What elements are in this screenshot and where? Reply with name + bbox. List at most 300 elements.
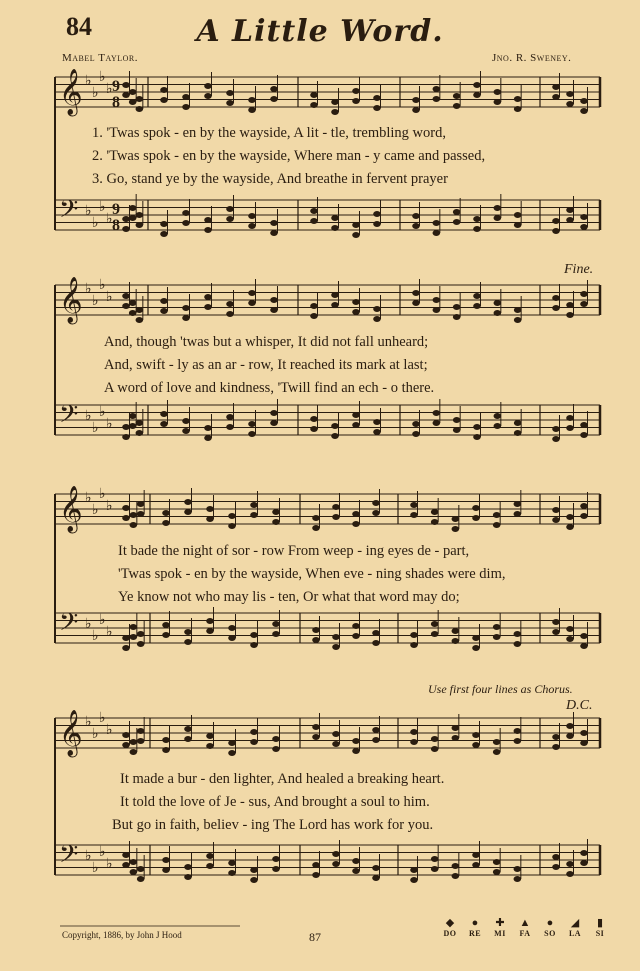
note-head [433,420,441,426]
flat-icon: ♭ [106,856,113,872]
note-head [372,727,380,733]
lyric-line: 3. Go, stand ye by the wayside, And breathe in fervent prayer [92,171,448,187]
flat-icon: ♭ [99,404,106,420]
note-head [136,212,144,218]
note-head [160,231,168,237]
note-head [226,206,234,212]
bass-clef-icon: 𝄢 [59,400,79,435]
note-head [122,852,130,858]
note-head [137,738,145,744]
note-head [352,738,360,744]
solfege-syllable: MI [494,929,506,938]
note-head [514,307,522,313]
note-head [226,216,234,222]
note-head [410,502,418,508]
note-head [493,522,501,528]
note-head [514,212,522,218]
note-head [433,96,441,102]
note-head [566,524,574,530]
note-head [514,738,522,744]
note-head [160,421,168,427]
flat-icon: ♭ [85,714,92,730]
note-head [514,866,522,872]
note-head [204,217,212,223]
solfege-item [513,918,537,938]
note-head [331,225,339,231]
flat-icon: ♭ [106,289,113,305]
note-head [310,303,318,309]
note-head [566,425,574,431]
note-head [473,82,481,88]
note-head [580,643,588,649]
note-head [270,420,278,426]
time-signature-denominator: 8 [112,217,120,234]
note-head [412,107,420,113]
note-head [137,501,145,507]
note-head [248,290,256,296]
note-head [204,435,212,441]
note-head [352,521,360,527]
note-head [472,645,480,651]
note-head [129,310,137,316]
note-head [452,863,460,869]
note-head [580,503,588,509]
note-head [332,861,340,867]
note-head [182,104,190,110]
note-head [580,108,588,114]
note-head [136,96,144,102]
note-head [580,633,588,639]
note-head [248,431,256,437]
flat-icon: ♭ [92,860,99,876]
note-head [130,869,138,875]
note-head [352,422,360,428]
note-head [473,216,481,222]
note-head [372,510,380,516]
note-head [122,645,130,651]
note-head [431,621,439,627]
note-head [228,740,236,746]
shape-note-icon: ● [471,917,479,929]
note-head [472,742,480,748]
note-head [136,222,144,228]
note-head [136,307,144,313]
note-head [272,736,280,742]
note-head [162,622,170,628]
flat-icon: ♭ [99,844,106,860]
note-head [352,412,360,418]
note-head [122,216,130,222]
flat-icon: ♭ [92,726,99,742]
treble-clef-icon: 𝄞 [59,69,83,115]
lyric-line: 2. 'Twas spok - en by the wayside, Where man - y came and passed, [92,148,486,164]
note-head [270,297,278,303]
flat-icon: ♭ [106,624,113,640]
shape-note-icon: ▲ [519,917,531,929]
solfege-item [563,918,587,938]
note-head [332,644,340,650]
note-head [373,105,381,111]
note-head [473,92,481,98]
copyright-notice: Copyright, 1886, by John J Hood [62,930,182,940]
note-head [431,736,439,742]
lyric-line: 'Twas spok - en by the wayside, When eve - ning shades were dim, [118,566,506,582]
note-head [312,734,320,740]
note-head [514,728,522,734]
note-head [431,509,439,515]
note-head [514,876,522,882]
note-head [566,302,574,308]
note-head [453,93,461,99]
lyric-line: 1. 'Twas spok - en by the wayside, A lit - tle, trembling word, [92,125,446,141]
note-head [182,94,190,100]
note-head [130,739,138,745]
note-head [137,641,145,647]
note-head [137,511,145,517]
note-head [410,729,418,735]
solfege-syllable: RE [468,929,482,938]
note-head [514,511,522,517]
note-head [514,430,522,436]
note-head [580,224,588,230]
note-head [552,295,560,301]
note-head [331,292,339,298]
note-head [410,739,418,745]
note-head [272,519,280,525]
note-head [122,515,130,521]
note-head [137,631,145,637]
note-head [331,99,339,105]
fine-mark: Fine. [564,262,594,277]
note-head [472,515,480,521]
note-head [580,730,588,736]
note-head [580,291,588,297]
note-head [270,86,278,92]
note-head [433,220,441,226]
note-head [331,433,339,439]
note-head [162,510,170,516]
dc-mark: D.C. [566,698,593,713]
note-head [493,869,501,875]
note-head [412,213,420,219]
note-head [412,290,420,296]
flat-icon: ♭ [106,81,113,97]
note-head [130,512,138,518]
note-head [228,625,236,631]
note-head [226,100,234,106]
note-head [514,106,522,112]
note-head [312,724,320,730]
note-head [373,306,381,312]
note-head [248,97,256,103]
flat-icon: ♭ [99,277,106,293]
note-head [312,872,320,878]
note-head [410,867,418,873]
note-head [226,311,234,317]
note-head [373,419,381,425]
note-head [580,432,588,438]
flat-icon: ♭ [106,498,113,514]
note-head [452,628,460,634]
note-head [270,220,278,226]
lyric-line: It made a bur - den lighter, And healed a breaking heart. [120,771,445,787]
note-head [122,732,130,738]
note-head [494,205,502,211]
note-head [184,629,192,635]
solfege-syllable: SO [544,929,556,938]
note-head [162,737,170,743]
note-head [566,312,574,318]
shape-note-icon: ◆ [445,917,455,929]
note-head [122,505,130,511]
flat-icon: ♭ [106,722,113,738]
note-head [412,223,420,229]
note-head [431,631,439,637]
lyric-line: It told the love of Je - sus, And brought a soul to him. [120,794,430,810]
note-head [250,512,258,518]
note-head [580,301,588,307]
note-head [493,859,501,865]
flat-icon: ♭ [99,486,106,502]
note-head [228,513,236,519]
note-head [130,634,138,640]
treble-clef-icon: 𝄞 [59,486,83,532]
note-head [473,226,481,232]
note-head [410,632,418,638]
note-head [352,623,360,629]
note-head [580,850,588,856]
flat-icon: ♭ [99,612,106,628]
time-signature-denominator: 8 [112,94,120,111]
flat-icon: ♭ [85,281,92,297]
note-head [272,631,280,637]
note-head [272,509,280,515]
note-head [182,418,190,424]
note-head [552,864,560,870]
note-head [452,735,460,741]
note-head [452,873,460,879]
note-head [452,526,460,532]
note-head [184,639,192,645]
flat-icon: ♭ [92,502,99,518]
note-head [514,317,522,323]
treble-clef-icon: 𝄞 [59,277,83,323]
note-head [473,303,481,309]
note-head [137,876,145,882]
note-head [566,636,574,642]
note-head [373,221,381,227]
note-head [250,642,258,648]
note-head [352,309,360,315]
note-head [204,227,212,233]
lyric-line: Ye know not who may lis - ten, Or what that word may do; [118,589,460,605]
note-head [410,877,418,883]
note-head [453,219,461,225]
note-head [552,218,560,224]
note-head [552,734,560,740]
note-head [206,863,214,869]
note-head [433,410,441,416]
note-head [453,314,461,320]
note-head [410,642,418,648]
footer-page-number: 87 [309,930,321,944]
note-head [182,428,190,434]
bass-clef-icon: 𝄢 [59,195,79,230]
note-head [184,726,192,732]
note-head [514,222,522,228]
flat-icon: ♭ [85,73,92,89]
note-head [184,499,192,505]
note-head [552,619,560,625]
note-head [494,215,502,221]
note-head [272,621,280,627]
time-signature-numerator: 9 [112,201,120,218]
note-head [332,634,340,640]
note-head [412,300,420,306]
note-head [453,417,461,423]
note-head [312,862,320,868]
note-head [206,628,214,634]
note-head [493,739,501,745]
note-head [122,635,130,641]
note-head [206,853,214,859]
note-head [352,511,360,517]
flat-icon: ♭ [106,211,113,227]
note-head [372,865,380,871]
note-head [122,82,130,88]
note-head [332,514,340,520]
solfege-syllable: LA [568,929,582,938]
note-head [162,867,170,873]
note-head [228,870,236,876]
note-head [552,854,560,860]
note-head [160,97,168,103]
note-head [250,632,258,638]
note-head [566,626,574,632]
note-head [453,103,461,109]
note-head [310,208,318,214]
note-head [453,427,461,433]
flat-icon: ♭ [106,416,113,432]
note-head [226,90,234,96]
note-head [580,214,588,220]
note-head [514,501,522,507]
note-head [204,294,212,300]
note-head [122,742,130,748]
note-head [122,424,130,430]
note-head [250,729,258,735]
note-head [228,523,236,529]
note-head [331,215,339,221]
flat-icon: ♭ [85,616,92,632]
flat-icon: ♭ [92,628,99,644]
note-head [566,723,574,729]
note-head [352,868,360,874]
note-head [473,293,481,299]
note-head [312,525,320,531]
shape-note-icon: ● [546,917,554,929]
note-head [453,304,461,310]
flat-icon: ♭ [99,69,106,85]
note-head [494,99,502,105]
note-head [162,632,170,638]
solfege-item [488,918,512,938]
note-head [431,519,439,525]
note-head [204,83,212,89]
note-head [566,91,574,97]
note-head [452,638,460,644]
bass-clef-icon: 𝄢 [59,608,79,643]
note-head [433,230,441,236]
solfege-item [588,918,612,938]
note-head [248,223,256,229]
flat-icon: ♭ [85,203,92,219]
note-head [493,749,501,755]
note-head [250,877,258,883]
note-head [473,424,481,430]
lyric-line: And, though 'twas but a whisper, It did not fall unheard; [104,334,429,350]
hymn-title: A Little Word. [196,14,444,49]
note-head [352,748,360,754]
lyric-line: And, swift - ly as an ar - row, It reached its mark at last; [104,357,428,373]
note-head [182,315,190,321]
note-head [136,317,144,323]
note-head [373,95,381,101]
solfege-item [438,918,462,938]
note-head [160,298,168,304]
note-head [473,434,481,440]
note-head [493,624,501,630]
note-head [310,416,318,422]
note-head [129,89,137,95]
flat-icon: ♭ [99,710,106,726]
note-head [552,426,560,432]
note-head [332,741,340,747]
note-head [372,500,380,506]
note-head [412,97,420,103]
shape-note-icon: ▮ [596,917,604,929]
note-head [494,89,502,95]
chorus-note: Use first four lines as Chorus. [428,682,573,696]
note-head [372,630,380,636]
note-head [130,749,138,755]
note-head [352,222,360,228]
note-head [373,316,381,322]
note-head [412,421,420,427]
note-head [431,856,439,862]
solfege-item [538,918,562,938]
note-head [352,858,360,864]
note-head [310,92,318,98]
note-head [472,732,480,738]
lyric-line: A word of love and kindness, 'Twill find an ech - o there. [104,380,435,396]
note-head [332,851,340,857]
note-head [493,512,501,518]
flat-icon: ♭ [92,420,99,436]
note-head [122,226,130,232]
note-head [412,431,420,437]
note-head [226,301,234,307]
note-head [184,736,192,742]
note-head [433,307,441,313]
note-head [566,871,574,877]
note-head [580,740,588,746]
note-head [580,860,588,866]
note-head [552,517,560,523]
note-head [130,624,138,630]
note-head [270,96,278,102]
note-head [566,514,574,520]
